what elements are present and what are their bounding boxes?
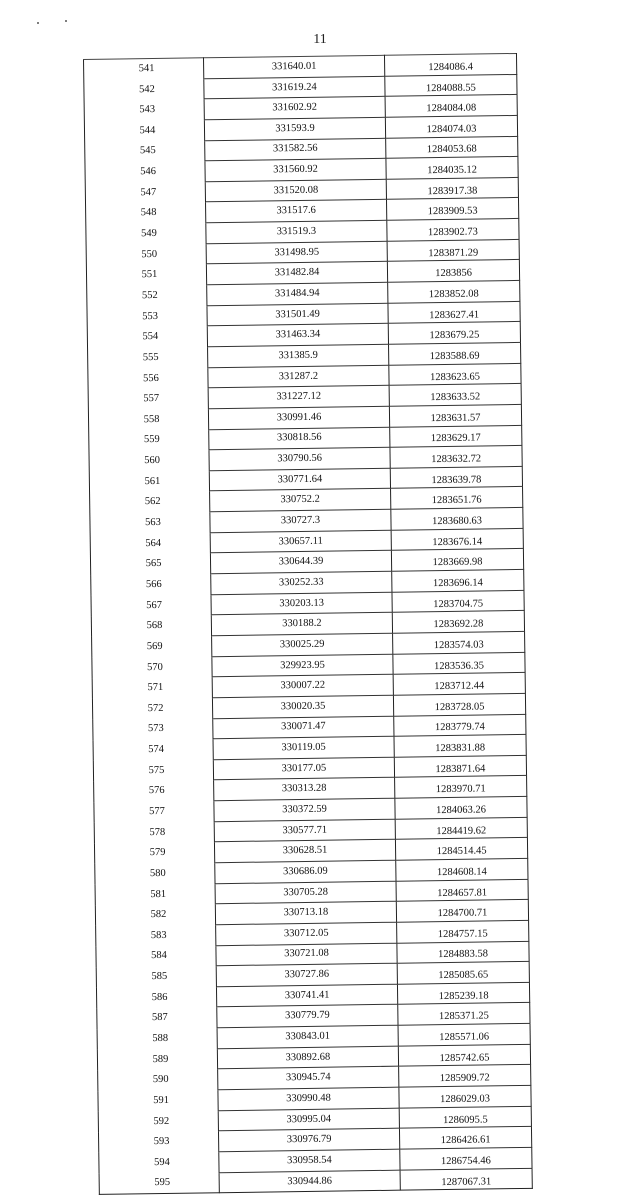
y-coordinate-cell: 1284086.4 bbox=[384, 53, 516, 75]
x-coordinate-cell: 330945.74 bbox=[218, 1067, 399, 1090]
y-coordinate-cell: 1284084.08 bbox=[385, 95, 517, 117]
y-coordinate-cell: 1284419.62 bbox=[395, 817, 527, 839]
point-number-cell: 565 bbox=[90, 553, 210, 575]
x-coordinate-cell: 331520.08 bbox=[205, 179, 386, 202]
point-number-cell: 545 bbox=[85, 140, 205, 162]
y-coordinate-cell: 1283574.03 bbox=[393, 631, 525, 653]
point-number-cell: 593 bbox=[98, 1131, 218, 1153]
point-number-cell: 543 bbox=[84, 99, 204, 121]
y-coordinate-cell: 1283639.78 bbox=[390, 466, 522, 488]
x-coordinate-cell: 331582.56 bbox=[205, 138, 386, 161]
x-coordinate-cell: 330991.46 bbox=[208, 406, 389, 429]
y-coordinate-cell: 1287067.31 bbox=[400, 1168, 532, 1190]
y-coordinate-cell: 1283631.57 bbox=[389, 404, 521, 426]
x-coordinate-cell: 330007.22 bbox=[212, 674, 393, 697]
point-number-cell: 584 bbox=[96, 945, 216, 967]
x-coordinate-cell: 330727.3 bbox=[210, 509, 391, 532]
x-coordinate-cell: 331593.9 bbox=[204, 117, 385, 140]
x-coordinate-cell: 330843.01 bbox=[217, 1025, 398, 1048]
point-number-cell: 579 bbox=[94, 842, 214, 864]
point-number-cell: 581 bbox=[95, 883, 215, 905]
y-coordinate-cell: 1284757.15 bbox=[397, 920, 529, 942]
point-number-cell: 592 bbox=[98, 1110, 218, 1132]
y-coordinate-cell: 1285742.65 bbox=[398, 1044, 530, 1066]
point-number-cell: 555 bbox=[88, 347, 208, 369]
x-coordinate-cell: 330372.59 bbox=[214, 798, 395, 821]
x-coordinate-cell: 330958.54 bbox=[219, 1149, 400, 1172]
x-coordinate-cell: 331287.2 bbox=[208, 365, 389, 388]
point-number-cell: 560 bbox=[89, 450, 209, 472]
coordinates-table-wrapper bbox=[83, 53, 528, 1189]
point-number-cell: 557 bbox=[88, 388, 208, 410]
point-number-cell: 589 bbox=[97, 1048, 217, 1070]
point-number-cell: 573 bbox=[93, 718, 213, 740]
y-coordinate-cell: 1283629.17 bbox=[390, 425, 522, 447]
y-coordinate-cell: 1283692.28 bbox=[392, 611, 524, 633]
y-coordinate-cell: 1283696.14 bbox=[392, 569, 524, 591]
point-number-cell: 586 bbox=[96, 987, 216, 1009]
point-number-cell: 595 bbox=[99, 1172, 219, 1194]
point-number-cell: 590 bbox=[98, 1069, 218, 1091]
y-coordinate-cell: 1284088.55 bbox=[385, 74, 517, 96]
point-number-cell: 572 bbox=[92, 698, 212, 720]
x-coordinate-cell: 331640.01 bbox=[203, 55, 384, 78]
x-coordinate-cell: 330976.79 bbox=[218, 1128, 399, 1151]
y-coordinate-cell: 1284074.03 bbox=[385, 115, 517, 137]
y-coordinate-cell: 1286095.5 bbox=[399, 1106, 531, 1128]
y-coordinate-cell: 1285371.25 bbox=[398, 1003, 530, 1025]
x-coordinate-cell: 331619.24 bbox=[204, 76, 385, 99]
y-coordinate-cell: 1283623.65 bbox=[389, 363, 521, 385]
scan-speck bbox=[37, 22, 39, 24]
y-coordinate-cell: 1283852.08 bbox=[388, 280, 520, 302]
point-number-cell: 566 bbox=[91, 574, 211, 596]
x-coordinate-cell: 330025.29 bbox=[212, 633, 393, 656]
point-number-cell: 553 bbox=[87, 305, 207, 327]
y-coordinate-cell: 1286754.46 bbox=[400, 1147, 532, 1169]
y-coordinate-cell: 1283728.05 bbox=[393, 693, 525, 715]
y-coordinate-cell: 1284657.81 bbox=[396, 879, 528, 901]
point-number-cell: 575 bbox=[93, 760, 213, 782]
point-number-cell: 571 bbox=[92, 677, 212, 699]
y-coordinate-cell: 1285085.65 bbox=[397, 962, 529, 984]
x-coordinate-cell: 330628.51 bbox=[214, 840, 395, 863]
x-coordinate-cell: 330944.86 bbox=[219, 1170, 400, 1193]
x-coordinate-cell: 330790.56 bbox=[209, 447, 390, 470]
y-coordinate-cell: 1283856 bbox=[387, 260, 519, 282]
point-number-cell: 556 bbox=[88, 367, 208, 389]
x-coordinate-cell: 330892.68 bbox=[217, 1046, 398, 1069]
x-coordinate-cell: 330313.28 bbox=[214, 778, 395, 801]
scan-speck bbox=[65, 20, 67, 22]
x-coordinate-cell: 331602.92 bbox=[204, 97, 385, 120]
y-coordinate-cell: 1283712.44 bbox=[393, 673, 525, 695]
point-number-cell: 591 bbox=[98, 1090, 218, 1112]
point-number-cell: 562 bbox=[90, 491, 210, 513]
y-coordinate-cell: 1283871.29 bbox=[387, 239, 519, 261]
point-number-cell: 570 bbox=[92, 656, 212, 678]
x-coordinate-cell: 330713.18 bbox=[215, 901, 396, 924]
y-coordinate-cell: 1283679.25 bbox=[388, 322, 520, 344]
x-coordinate-cell: 330119.05 bbox=[213, 736, 394, 759]
x-coordinate-cell: 330644.39 bbox=[210, 551, 391, 574]
x-coordinate-cell: 331463.34 bbox=[207, 324, 388, 347]
point-number-cell: 559 bbox=[89, 429, 209, 451]
y-coordinate-cell: 1286426.61 bbox=[399, 1127, 531, 1149]
y-coordinate-cell: 1283588.69 bbox=[389, 342, 521, 364]
point-number-cell: 594 bbox=[99, 1152, 219, 1174]
x-coordinate-cell: 330771.64 bbox=[209, 468, 390, 491]
point-number-cell: 552 bbox=[87, 285, 207, 307]
y-coordinate-cell: 1283704.75 bbox=[392, 590, 524, 612]
point-number-cell: 585 bbox=[96, 966, 216, 988]
x-coordinate-cell: 330577.71 bbox=[214, 819, 395, 842]
page-number: 11 bbox=[313, 32, 327, 47]
x-coordinate-cell: 330712.05 bbox=[216, 922, 397, 945]
point-number-cell: 541 bbox=[84, 58, 204, 80]
y-coordinate-cell: 1284514.45 bbox=[395, 838, 527, 860]
point-number-cell: 561 bbox=[89, 471, 209, 493]
y-coordinate-cell: 1283680.63 bbox=[391, 507, 523, 529]
y-coordinate-cell: 1285239.18 bbox=[397, 982, 529, 1004]
point-number-cell: 554 bbox=[87, 326, 207, 348]
y-coordinate-cell: 1283871.64 bbox=[394, 755, 526, 777]
x-coordinate-cell: 330252.33 bbox=[211, 571, 392, 594]
x-coordinate-cell: 330995.04 bbox=[218, 1108, 399, 1131]
y-coordinate-cell: 1283669.98 bbox=[391, 549, 523, 571]
point-number-cell: 583 bbox=[96, 925, 216, 947]
y-coordinate-cell: 1283779.74 bbox=[394, 714, 526, 736]
point-number-cell: 563 bbox=[90, 512, 210, 534]
y-coordinate-cell: 1283627.41 bbox=[388, 301, 520, 323]
point-number-cell: 547 bbox=[85, 182, 205, 204]
y-coordinate-cell: 1283633.52 bbox=[389, 384, 521, 406]
point-number-cell: 577 bbox=[94, 801, 214, 823]
y-coordinate-cell: 1284700.71 bbox=[396, 900, 528, 922]
x-coordinate-cell: 330071.47 bbox=[213, 716, 394, 739]
x-coordinate-cell: 330686.09 bbox=[215, 860, 396, 883]
x-coordinate-cell: 331484.94 bbox=[207, 282, 388, 305]
y-coordinate-cell: 1283651.76 bbox=[391, 487, 523, 509]
x-coordinate-cell: 331482.84 bbox=[206, 262, 387, 285]
y-coordinate-cell: 1284608.14 bbox=[396, 858, 528, 880]
x-coordinate-cell: 331517.6 bbox=[206, 200, 387, 223]
y-coordinate-cell: 1286029.03 bbox=[399, 1085, 531, 1107]
point-number-cell: 569 bbox=[92, 636, 212, 658]
point-number-cell: 588 bbox=[97, 1028, 217, 1050]
point-number-cell: 580 bbox=[95, 863, 215, 885]
x-coordinate-cell: 330657.11 bbox=[210, 530, 391, 553]
x-coordinate-cell: 330705.28 bbox=[215, 881, 396, 904]
x-coordinate-cell: 331519.3 bbox=[206, 220, 387, 243]
point-number-cell: 582 bbox=[95, 904, 215, 926]
point-number-cell: 564 bbox=[90, 533, 210, 555]
point-number-cell: 567 bbox=[91, 594, 211, 616]
point-number-cell: 550 bbox=[86, 244, 206, 266]
point-number-cell: 576 bbox=[94, 780, 214, 802]
x-coordinate-cell: 330727.86 bbox=[216, 963, 397, 986]
x-coordinate-cell: 331560.92 bbox=[205, 158, 386, 181]
point-number-cell: 578 bbox=[94, 821, 214, 843]
y-coordinate-cell: 1283536.35 bbox=[393, 652, 525, 674]
x-coordinate-cell: 330020.35 bbox=[212, 695, 393, 718]
point-number-cell: 548 bbox=[86, 202, 206, 224]
y-coordinate-cell: 1283909.53 bbox=[386, 198, 518, 220]
y-coordinate-cell: 1284883.58 bbox=[397, 941, 529, 963]
point-number-cell: 587 bbox=[97, 1007, 217, 1029]
x-coordinate-cell: 330177.05 bbox=[213, 757, 394, 780]
x-coordinate-cell: 330818.56 bbox=[209, 427, 390, 450]
x-coordinate-cell: 331227.12 bbox=[208, 386, 389, 409]
coordinates-table bbox=[83, 53, 533, 1195]
x-coordinate-cell: 330188.2 bbox=[211, 613, 392, 636]
point-number-cell: 568 bbox=[91, 615, 211, 637]
y-coordinate-cell: 1283917.38 bbox=[386, 177, 518, 199]
y-coordinate-cell: 1283970.71 bbox=[395, 776, 527, 798]
x-coordinate-cell: 330721.08 bbox=[216, 943, 397, 966]
y-coordinate-cell: 1285909.72 bbox=[399, 1065, 531, 1087]
y-coordinate-cell: 1283676.14 bbox=[391, 528, 523, 550]
x-coordinate-cell: 329923.95 bbox=[212, 654, 393, 677]
y-coordinate-cell: 1283902.73 bbox=[387, 219, 519, 241]
y-coordinate-cell: 1283831.88 bbox=[394, 735, 526, 757]
y-coordinate-cell: 1284063.26 bbox=[395, 796, 527, 818]
point-number-cell: 544 bbox=[84, 120, 204, 142]
x-coordinate-cell: 330741.41 bbox=[216, 984, 397, 1007]
point-number-cell: 574 bbox=[93, 739, 213, 761]
point-number-cell: 546 bbox=[85, 161, 205, 183]
y-coordinate-cell: 1283632.72 bbox=[390, 446, 522, 468]
x-coordinate-cell: 330203.13 bbox=[211, 592, 392, 615]
y-coordinate-cell: 1284035.12 bbox=[386, 157, 518, 179]
x-coordinate-cell: 331501.49 bbox=[207, 303, 388, 326]
y-coordinate-cell: 1284053.68 bbox=[386, 136, 518, 158]
x-coordinate-cell: 331385.9 bbox=[208, 344, 389, 367]
x-coordinate-cell: 330990.48 bbox=[218, 1087, 399, 1110]
coordinates-table-body bbox=[84, 53, 533, 1194]
y-coordinate-cell: 1285571.06 bbox=[398, 1023, 530, 1045]
x-coordinate-cell: 330752.2 bbox=[210, 489, 391, 512]
point-number-cell: 551 bbox=[86, 264, 206, 286]
point-number-cell: 549 bbox=[86, 223, 206, 245]
point-number-cell: 558 bbox=[88, 409, 208, 431]
x-coordinate-cell: 330779.79 bbox=[217, 1005, 398, 1028]
x-coordinate-cell: 331498.95 bbox=[206, 241, 387, 264]
point-number-cell: 542 bbox=[84, 78, 204, 100]
